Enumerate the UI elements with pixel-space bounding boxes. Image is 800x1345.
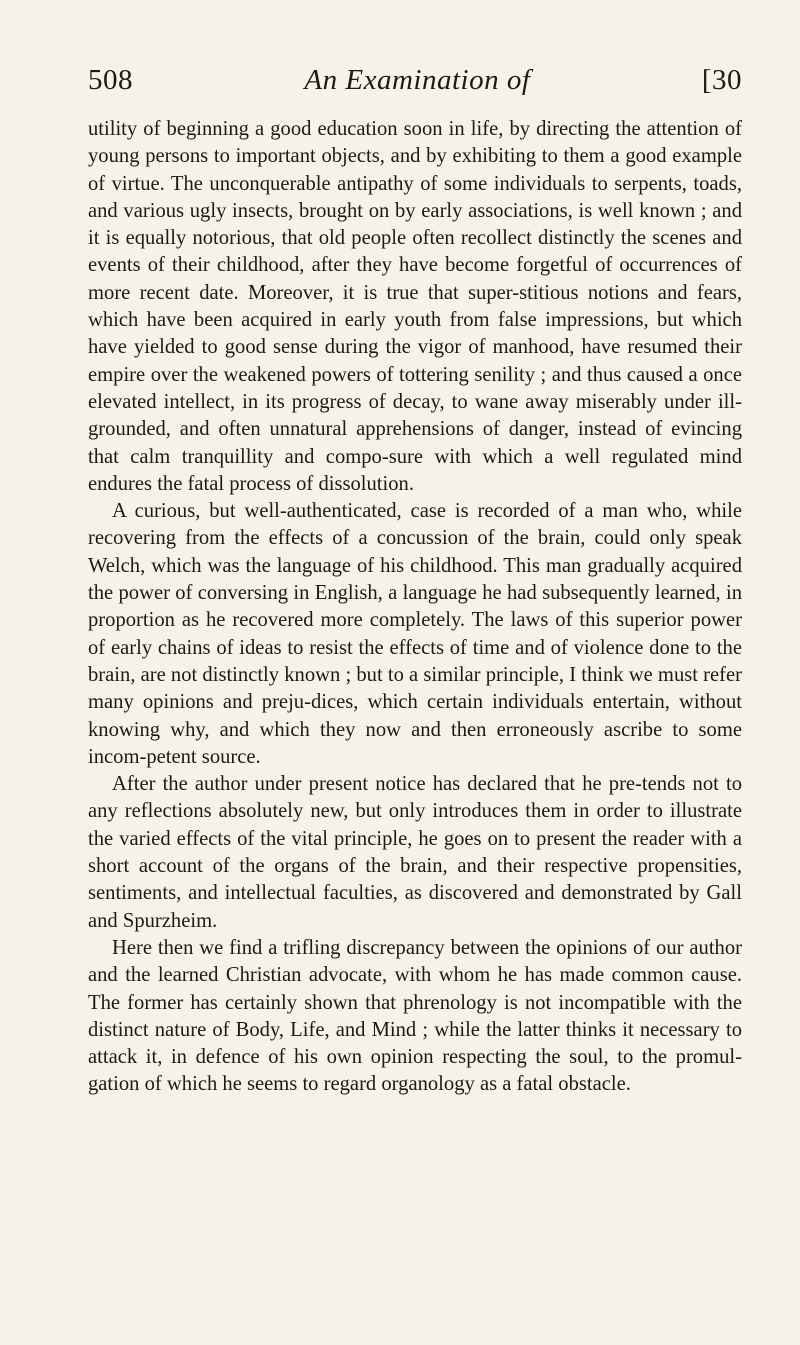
paragraph-3: After the author under present notice has declared that he pre-tends not to any reflections absolutely new, but only introduces them in order to illustrate the varied effects of the vital principle, he goes on to present the reader with a short account of the organs of the brain, and their respective propensities, sentiments, and intellectual faculties, as discovered and demonstrated by Gall and Spurzheim. [88, 773, 742, 932]
running-header [88, 62, 742, 98]
body-text [88, 116, 742, 1099]
paragraph-2: A curious, but well-authenticated, case is recorded of a man who, while recovering from the effects of a concussion of the brain, could only speak Welch, which was the language of his childhood. This man gradually acquired the power of conversing in English, a language he had subsequently learned, in proportion as he recovered more completely. The laws of this superior power of early chains of ideas to resist the effects of time and of violence done to the brain, are not distinctly known ; but to a similar principle, I think we must refer many opinions and preju-dices, which certain individuals entertain, without knowing why, and which they now and then erroneously ascribe to some incom-petent source. [88, 500, 742, 768]
running-title: An Examination of [304, 64, 531, 96]
paragraph-4: Here then we find a trifling discrepancy between the opinions of our author and the learned Christian advocate, with whom he has made common cause. The former has certainly shown that phrenology is not incompatible with the distinct nature of Body, Life, and Mind ; while the latter thinks it necessary to attack it, in defence of his own opinion respecting the soul, to the promul-gation of which he seems to regard organology as a fatal obstacle. [88, 936, 742, 1096]
paragraph-1: utility of beginning a good education soon in life, by directing the attention of young persons to important objects, and by exhibiting to them a good example of virtue. The unconquerable antipathy of some individuals to serpents, toads, and various ugly insects, brought on by early associations, is well known ; and it is equally notorious, that old people often recollect distinctly the scenes and events of their childhood, after they have become forgetful of occurrences of more recent date. Moreover, it is true that super-stitious notions and fears, which have been acquired in early youth from false impressions, but which have yielded to good sense during the vigor of manhood, have resumed their empire over the weakened powers of tottering senility ; and thus caused a once elevated intellect, in its progress of decay, to wane away miserably under ill-grounded, and often unnatural apprehensions of danger, instead of evincing that calm tranquillity and compo-sure with which a well regulated mind endures the fatal process of dissolution. [88, 118, 742, 495]
signature-mark: [30 [701, 64, 742, 96]
page-number: 508 [88, 64, 133, 96]
